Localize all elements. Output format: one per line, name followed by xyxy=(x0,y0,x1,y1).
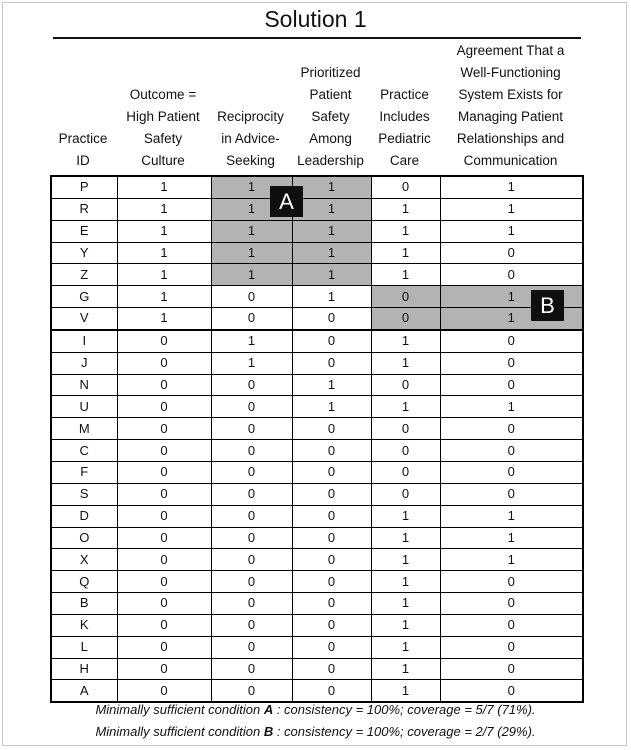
value-cell: 0 xyxy=(292,658,371,680)
value-cell: 0 xyxy=(211,614,292,636)
header-line: Safety xyxy=(311,109,350,124)
header-outcome xyxy=(116,84,210,172)
table-row xyxy=(51,176,583,198)
value-cell: 0 xyxy=(117,636,211,658)
value-cell: 0 xyxy=(371,483,440,505)
value-cell: 0 xyxy=(211,374,292,396)
value-cell: 1 xyxy=(292,264,371,286)
practice-id-cell: F xyxy=(51,461,117,483)
practice-id-cell: R xyxy=(51,198,117,220)
value-cell: 1 xyxy=(371,242,440,264)
value-cell: 1 xyxy=(440,286,583,308)
badge-a: A xyxy=(270,186,303,217)
value-cell: 0 xyxy=(211,658,292,680)
value-cell: 1 xyxy=(117,176,211,198)
value-cell: 1 xyxy=(371,658,440,680)
value-cell: 1 xyxy=(440,396,583,418)
value-cell: 0 xyxy=(371,440,440,462)
header-line: Among xyxy=(309,131,352,146)
value-cell: 0 xyxy=(440,636,583,658)
table-row xyxy=(51,505,583,527)
value-cell: 0 xyxy=(292,330,371,352)
value-cell: 1 xyxy=(371,680,440,702)
table-row xyxy=(51,658,583,680)
header-line: High Patient xyxy=(126,109,200,124)
value-cell: 0 xyxy=(211,680,292,702)
value-cell: 0 xyxy=(211,571,292,593)
header-line: Outcome = xyxy=(129,87,197,102)
header-line: in Advice- xyxy=(221,131,280,146)
value-cell: 0 xyxy=(292,636,371,658)
value-cell: 1 xyxy=(292,198,371,220)
practice-id-cell: L xyxy=(51,636,117,658)
value-cell: 0 xyxy=(211,636,292,658)
header-line: Seeking xyxy=(226,153,275,168)
practice-id-cell: I xyxy=(51,330,117,352)
header-agreement xyxy=(439,40,582,172)
table-row xyxy=(51,636,583,658)
column-headers xyxy=(50,43,582,172)
value-cell: 0 xyxy=(117,330,211,352)
value-cell: 1 xyxy=(371,264,440,286)
value-cell: 1 xyxy=(371,549,440,571)
value-cell: 1 xyxy=(292,286,371,308)
value-cell: 1 xyxy=(292,176,371,198)
header-prioritized-safety xyxy=(291,62,370,172)
value-cell: 0 xyxy=(440,680,583,702)
table-row xyxy=(51,242,583,264)
table-row xyxy=(51,198,583,220)
value-cell: 1 xyxy=(371,593,440,615)
value-cell: 1 xyxy=(117,286,211,308)
value-cell: 1 xyxy=(371,527,440,549)
value-cell: 0 xyxy=(211,593,292,615)
practice-id-cell: Q xyxy=(51,571,117,593)
value-cell: 0 xyxy=(371,176,440,198)
value-cell: 1 xyxy=(211,242,292,264)
value-cell: 0 xyxy=(292,418,371,440)
value-cell: 0 xyxy=(292,308,371,330)
practice-id-cell: E xyxy=(51,220,117,242)
value-cell: 1 xyxy=(371,220,440,242)
value-cell: 0 xyxy=(292,614,371,636)
value-cell: 0 xyxy=(211,440,292,462)
value-cell: 0 xyxy=(292,505,371,527)
header-line: ID xyxy=(76,153,90,168)
value-cell: 0 xyxy=(440,461,583,483)
value-cell: 0 xyxy=(211,549,292,571)
value-cell: 0 xyxy=(117,418,211,440)
practice-id-cell: G xyxy=(51,286,117,308)
value-cell: 1 xyxy=(440,176,583,198)
header-line: Communication xyxy=(463,153,558,168)
header-line: Patient xyxy=(309,87,352,102)
value-cell: 0 xyxy=(117,505,211,527)
value-cell: 0 xyxy=(117,461,211,483)
practice-id-cell: Y xyxy=(51,242,117,264)
value-cell: 1 xyxy=(371,352,440,374)
value-cell: 1 xyxy=(371,614,440,636)
value-cell: 0 xyxy=(211,308,292,330)
value-cell: 0 xyxy=(117,680,211,702)
footnote-a: Minimally sufficient condition A : consistency = 100%; coverage = 5/7 (71%). xyxy=(95,702,536,717)
header-line: Agreement That a xyxy=(456,43,565,58)
practice-id-cell: P xyxy=(51,176,117,198)
value-cell: 0 xyxy=(292,527,371,549)
value-cell: 0 xyxy=(292,549,371,571)
value-cell: 0 xyxy=(292,483,371,505)
header-line: Safety xyxy=(143,131,183,146)
value-cell: 0 xyxy=(211,505,292,527)
value-cell: 1 xyxy=(371,396,440,418)
table-row xyxy=(51,396,583,418)
value-cell: 1 xyxy=(292,374,371,396)
value-cell: 1 xyxy=(211,198,292,220)
table-row xyxy=(51,264,583,286)
value-cell: 0 xyxy=(117,483,211,505)
figure-title: Solution 1 xyxy=(264,6,367,32)
value-cell: 0 xyxy=(117,571,211,593)
table-row xyxy=(51,418,583,440)
value-cell: 1 xyxy=(440,308,583,330)
value-cell: 0 xyxy=(117,440,211,462)
header-line: Well-Functioning xyxy=(460,65,561,80)
practice-id-cell: K xyxy=(51,614,117,636)
header-line: Reciprocity xyxy=(217,109,284,124)
value-cell: 0 xyxy=(440,440,583,462)
value-cell: 0 xyxy=(440,374,583,396)
header-line: Culture xyxy=(141,153,185,168)
value-cell: 0 xyxy=(211,418,292,440)
value-cell: 0 xyxy=(211,286,292,308)
practice-id-cell: X xyxy=(51,549,117,571)
value-cell: 1 xyxy=(440,220,583,242)
value-cell: 0 xyxy=(117,352,211,374)
header-line: Managing Patient xyxy=(457,109,564,124)
value-cell: 0 xyxy=(211,483,292,505)
header-line: Includes xyxy=(379,109,430,124)
value-cell: 0 xyxy=(292,440,371,462)
value-cell: 0 xyxy=(292,593,371,615)
header-line: Practice xyxy=(380,87,429,102)
table-row xyxy=(51,286,583,308)
value-cell: 1 xyxy=(211,330,292,352)
value-cell: 1 xyxy=(211,176,292,198)
table-row xyxy=(51,461,583,483)
value-cell: 0 xyxy=(371,308,440,330)
table-row xyxy=(51,680,583,702)
value-cell: 0 xyxy=(117,549,211,571)
value-cell: 1 xyxy=(117,220,211,242)
value-cell: 0 xyxy=(292,352,371,374)
value-cell: 0 xyxy=(440,264,583,286)
value-cell: 1 xyxy=(371,198,440,220)
table-row xyxy=(51,374,583,396)
value-cell: 1 xyxy=(117,198,211,220)
value-cell: 1 xyxy=(440,505,583,527)
value-cell: 0 xyxy=(440,658,583,680)
value-cell: 1 xyxy=(117,264,211,286)
value-cell: 0 xyxy=(440,352,583,374)
table-row xyxy=(51,593,583,615)
value-cell: 1 xyxy=(371,571,440,593)
value-cell: 0 xyxy=(211,527,292,549)
value-cell: 1 xyxy=(211,352,292,374)
value-cell: 1 xyxy=(292,396,371,418)
badge-b: B xyxy=(531,290,564,321)
value-cell: 0 xyxy=(440,593,583,615)
header-line: Practice xyxy=(58,131,108,146)
value-cell: 0 xyxy=(440,330,583,352)
table-row xyxy=(51,527,583,549)
table-row xyxy=(51,352,583,374)
value-cell: 0 xyxy=(117,396,211,418)
practice-id-cell: S xyxy=(51,483,117,505)
data-table xyxy=(50,175,584,703)
value-cell: 0 xyxy=(371,418,440,440)
value-cell: 0 xyxy=(371,286,440,308)
header-practice-id xyxy=(50,128,116,172)
header-line: Pediatric xyxy=(378,131,431,146)
value-cell: 0 xyxy=(371,461,440,483)
header-line: Leadership xyxy=(297,153,364,168)
practice-id-cell: H xyxy=(51,658,117,680)
table-row xyxy=(51,330,583,352)
practice-id-cell: M xyxy=(51,418,117,440)
value-cell: 0 xyxy=(117,593,211,615)
value-cell: 1 xyxy=(117,242,211,264)
table-row xyxy=(51,483,583,505)
value-cell: 0 xyxy=(440,614,583,636)
value-cell: 0 xyxy=(371,374,440,396)
practice-id-cell: A xyxy=(51,680,117,702)
value-cell: 0 xyxy=(292,680,371,702)
table-row xyxy=(51,614,583,636)
practice-id-cell: O xyxy=(51,527,117,549)
table-row xyxy=(51,571,583,593)
practice-id-cell: C xyxy=(51,440,117,462)
header-line: System Exists for xyxy=(458,87,563,102)
value-cell: 0 xyxy=(440,483,583,505)
value-cell: 0 xyxy=(440,242,583,264)
table-row xyxy=(51,220,583,242)
value-cell: 0 xyxy=(117,374,211,396)
value-cell: 0 xyxy=(211,396,292,418)
value-cell: 0 xyxy=(440,418,583,440)
table-row xyxy=(51,308,583,330)
table-row xyxy=(51,549,583,571)
header-line: Care xyxy=(389,153,420,168)
value-cell: 1 xyxy=(292,220,371,242)
practice-id-cell: U xyxy=(51,396,117,418)
practice-id-cell: Z xyxy=(51,264,117,286)
header-pediatric-care xyxy=(370,84,439,172)
value-cell: 1 xyxy=(371,505,440,527)
header-line: Prioritized xyxy=(300,65,361,80)
practice-id-cell: D xyxy=(51,505,117,527)
value-cell: 0 xyxy=(440,571,583,593)
value-cell: 1 xyxy=(440,549,583,571)
value-cell: 0 xyxy=(292,461,371,483)
value-cell: 1 xyxy=(211,264,292,286)
practice-id-cell: N xyxy=(51,374,117,396)
value-cell: 0 xyxy=(292,571,371,593)
header-line: Relationships and xyxy=(456,131,565,146)
practice-id-cell: J xyxy=(51,352,117,374)
value-cell: 0 xyxy=(211,461,292,483)
table-row xyxy=(51,440,583,462)
header-reciprocity xyxy=(210,106,291,172)
value-cell: 0 xyxy=(117,658,211,680)
value-cell: 0 xyxy=(117,527,211,549)
value-cell: 1 xyxy=(440,198,583,220)
practice-id-cell: B xyxy=(51,593,117,615)
practice-id-cell: V xyxy=(51,308,117,330)
value-cell: 0 xyxy=(117,614,211,636)
value-cell: 1 xyxy=(371,636,440,658)
title-rule xyxy=(53,37,581,39)
value-cell: 1 xyxy=(371,330,440,352)
footnote-b: Minimally sufficient condition B : consistency = 100%; coverage = 2/7 (29%). xyxy=(95,724,536,739)
value-cell: 1 xyxy=(440,527,583,549)
value-cell: 1 xyxy=(211,220,292,242)
value-cell: 1 xyxy=(292,242,371,264)
value-cell: 1 xyxy=(117,308,211,330)
